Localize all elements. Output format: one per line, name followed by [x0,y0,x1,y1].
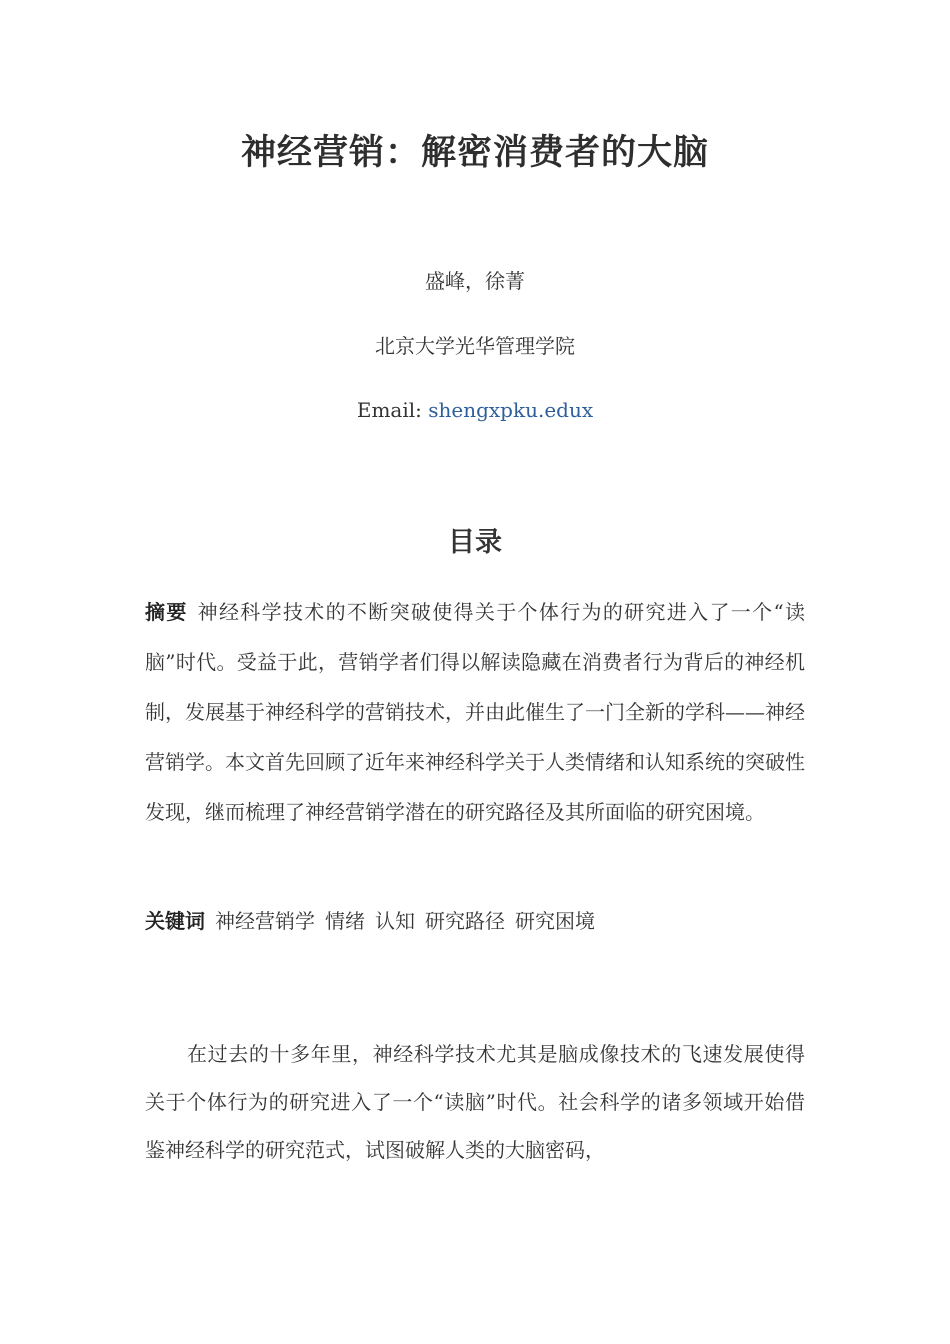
abstract-text: 神经科学技术的不断突破使得关于个体行为的研究进入了一个“读脑”时代。受益于此，营销学者们得以解读隐藏在消费者行为背后的神经机制，发展基于神经科学的营销技术，并由此催生了一门全新的学科——神经营销学。本文首先回顾了近年来神经科学关于人类情绪和认知系统的突破性发现，继而梳理了神经营销学潜在的研究路径及其所面临的研究困境。 [145,600,805,824]
abstract-paragraph [145,587,805,837]
keyword: 情绪 [325,909,365,933]
body-paragraph: 在过去的十多年里，神经科学技术尤其是脑成像技术的飞速发展使得关于个体行为的研究进入了一个“读脑”时代。社会科学的诸多领域开始借鉴神经科学的研究范式，试图破解人类的大脑密码， [145,1042,805,1162]
paper-affiliation: 北京大学光华管理学院 [375,334,575,358]
abstract-label: 摘要 [145,600,188,624]
email-label: Email: [356,398,429,422]
keywords-line [145,903,805,939]
keywords-label: 关键词 [145,909,205,933]
keyword: 研究路径 [425,909,505,933]
keyword: 认知 [375,909,415,933]
paper-title: 神经营销：解密消费者的大脑 [240,133,709,173]
paper-authors: 盛峰，徐菁 [425,269,525,293]
toc-heading: 目录 [448,527,502,558]
email-line [0,395,950,425]
keyword: 神经营销学 [215,909,315,933]
email-link[interactable]: shengxpku.edux [428,398,594,422]
keyword: 研究困境 [515,909,595,933]
